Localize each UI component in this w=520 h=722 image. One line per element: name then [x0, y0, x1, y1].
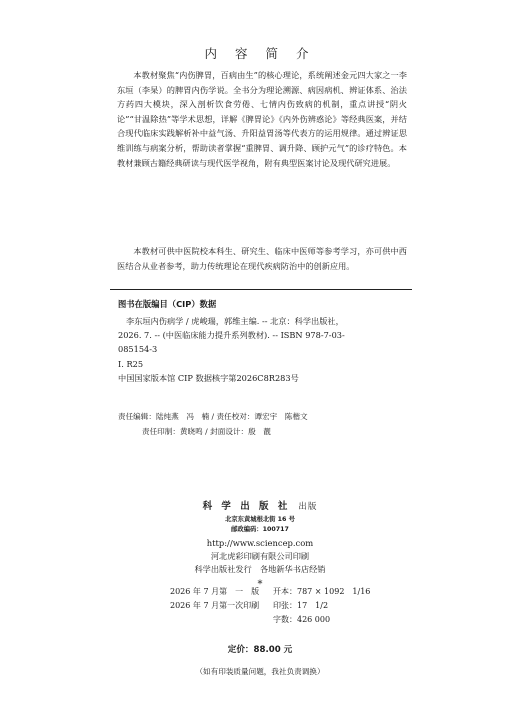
- editors-line: 责任印制：黄晓鸣 / 封面设计：殷 靓: [142, 426, 271, 436]
- print-sheets: 印张：17 1/2: [273, 601, 329, 611]
- cip-heading: 图书在版编目（CIP）数据: [118, 299, 217, 309]
- page-title: 内 容 简 介: [204, 46, 316, 61]
- edition-date: 2026 年 7 月第 一 版: [170, 587, 260, 596]
- cip-divider: [110, 289, 412, 290]
- cip-line: 2026. 7. -- (中医临床能力提升系列教材). -- ISBN 978-7-03-: [118, 330, 345, 341]
- book-format: 开本：787 × 1092 1/16: [273, 587, 371, 596]
- printer-line: 河北虎彩印刷有限公司印刷: [210, 551, 310, 561]
- cip-record-number: 中国国家版本馆 CIP 数据核字第2026C8R283号: [118, 372, 299, 383]
- cip-data-block: [118, 314, 418, 385]
- editors-block: [118, 410, 418, 439]
- editors-line: 责任编辑：陆纯燕 冯 楠 / 责任校对：谭宏宇 陈楷文: [118, 412, 308, 421]
- separator-star: *: [257, 579, 263, 591]
- publisher-name: [0, 498, 520, 512]
- edition-block: [170, 585, 430, 628]
- quality-note: （如有印装质量问题，我社负责调换）: [195, 667, 325, 676]
- publisher-postcode: 邮政编码：100717: [231, 526, 289, 533]
- price: 定价：88.00 元: [227, 645, 293, 655]
- publisher-name-text: 科 学 出 版 社: [202, 501, 291, 512]
- intro-paragraph-1: 本教材聚焦“内伤脾胃，百病由生”的核心理论，系统阐述金元四大家之一李东垣（李杲）的脾胃内伤学说。全书分为理论溯源、病因病机、辨证体系、治法方药四大模块，深入剖析饮食劳倦、七情内伤致病的机制，重点讲授“阴火论”“甘温除热”等学术思想，详解《脾胃论》《内外伤辨惑论》等经典医案，并结合现代临床实践解析补中益气汤、升阳益胃汤等代表方的运用规律。通过辨证思维训练与病案分析，帮助读者掌握“重脾胃、调升降、顾护元气”的诊疗特色。本教材兼顾古籍经典研读与现代医学视角，附有典型医案讨论及现代研究进展。: [117, 70, 407, 168]
- distributor-line: 科学出版社发行 各地新华书店经销: [194, 564, 326, 575]
- cip-line: 李东垣内伤病学 / 虎峻瑞，郭维主编. -- 北京：科学出版社，: [126, 316, 344, 326]
- publisher-url: http://www.sciencep.com: [206, 538, 314, 548]
- publisher-chu: 出版: [298, 502, 318, 512]
- publisher-address: 北京东黄城根北街 16 号: [225, 516, 295, 523]
- intro-paragraph-2: 本教材可供中医院校本科生、研究生、临床中医师等参考学习，亦可供中西医结合从业者参考，助力传统理论在现代疾病防治中的创新应用。: [117, 246, 407, 271]
- publisher-block: [0, 498, 520, 591]
- print-date: 2026 年 7 月第一次印刷: [170, 601, 260, 611]
- word-count: 字数：426 000: [273, 615, 331, 625]
- cip-line: 085154-3: [118, 344, 158, 355]
- cip-classification: Ⅰ. R25: [118, 358, 144, 369]
